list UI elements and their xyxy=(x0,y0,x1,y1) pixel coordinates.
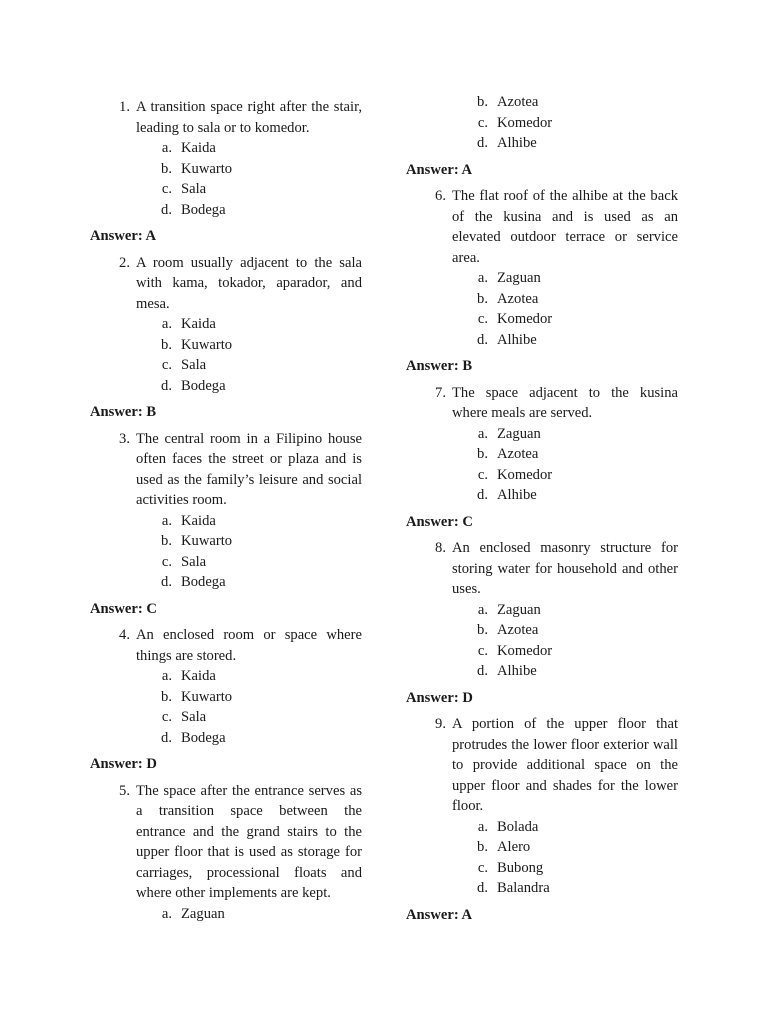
question-option xyxy=(90,707,362,728)
option-letter: c. xyxy=(161,553,172,570)
question-text: The central room in a Filipino house often faces the street or plaza and is used as the family’s leisure and social activities room. xyxy=(136,430,362,508)
question-5-option xyxy=(406,133,678,154)
question xyxy=(406,186,678,268)
option-text: Kuwarto xyxy=(181,160,233,177)
question-option xyxy=(90,531,362,552)
question-block xyxy=(90,97,362,247)
question-text: A portion of the upper floor that protrudes the lower floor exterior wall to provide additional space on the upper floor and shades for the lower floor. xyxy=(452,716,678,814)
option-letter: d. xyxy=(161,377,172,394)
option-letter: a. xyxy=(161,905,172,922)
option-letter: b. xyxy=(477,622,488,638)
question-option xyxy=(406,641,678,662)
option-letter: d. xyxy=(477,487,488,503)
question-number: 2. xyxy=(119,254,130,271)
question xyxy=(406,714,678,817)
question-option xyxy=(406,444,678,465)
option-text: Bodega xyxy=(181,729,226,746)
answer-label: Answer: A xyxy=(90,228,157,244)
question xyxy=(406,383,678,424)
option-text: Sala xyxy=(181,181,207,197)
option-letter: a. xyxy=(161,512,172,529)
question-block xyxy=(406,538,678,708)
option-letter: a. xyxy=(161,668,172,684)
option-letter: b. xyxy=(477,446,488,462)
question-block xyxy=(90,429,362,620)
question-text: The flat roof of the alhibe at the back of the kusina and is used as an elevated outdoor terrace or service area. xyxy=(452,188,678,266)
option-letter: c. xyxy=(477,311,488,327)
option-text: Komedor xyxy=(497,642,553,659)
option-text: Alhibe xyxy=(497,663,537,679)
question-option xyxy=(406,424,678,445)
question-text: A room usually adjacent to the sala with kama, tokador, aparador, and mesa. xyxy=(136,254,362,312)
question-number: 4. xyxy=(119,627,130,643)
option-text: Komedor xyxy=(497,466,553,483)
question-option xyxy=(90,179,362,200)
answer-label: Answer: C xyxy=(406,513,473,530)
option-text: Kuwarto xyxy=(181,336,233,353)
option-letter: a. xyxy=(161,316,172,332)
option-text: Alhibe xyxy=(497,331,537,348)
option-letter: b. xyxy=(161,688,172,705)
option-text: Kaida xyxy=(181,140,216,156)
option-text: Kaida xyxy=(181,668,216,684)
option-text: Kaida xyxy=(181,512,216,529)
option-text: Alhibe xyxy=(497,135,537,151)
question-block xyxy=(90,625,362,775)
option-letter: d. xyxy=(161,729,172,746)
option-text: Bodega xyxy=(181,377,226,394)
option-text: Azotea xyxy=(497,446,539,462)
question-option xyxy=(90,138,362,159)
option-letter: b. xyxy=(477,290,488,307)
question-option xyxy=(406,485,678,506)
option-text: Zaguan xyxy=(497,601,541,618)
question-option xyxy=(406,878,678,899)
option-text: Bodega xyxy=(181,201,226,218)
question-block xyxy=(406,714,678,925)
answer-label: Answer: D xyxy=(406,689,473,706)
option-text: Balandra xyxy=(497,880,550,896)
question-5-option xyxy=(406,92,678,113)
option-letter: b. xyxy=(477,839,488,855)
option-text: Sala xyxy=(181,709,207,725)
question-option xyxy=(90,314,362,335)
answer-label: Answer: D xyxy=(90,756,157,772)
option-text: Azotea xyxy=(497,94,539,110)
option-text: Zaguan xyxy=(497,270,541,286)
answer-label: Answer: C xyxy=(90,600,157,617)
question-option xyxy=(90,511,362,532)
option-text: Bodega xyxy=(181,574,226,590)
question-option xyxy=(90,572,362,593)
question-option xyxy=(90,552,362,573)
question-option xyxy=(90,355,362,376)
option-text: Zaguan xyxy=(497,425,541,442)
option-letter: a. xyxy=(477,270,488,286)
question-option xyxy=(406,309,678,330)
question-block xyxy=(90,781,362,925)
option-text: Alero xyxy=(497,839,531,855)
option-text: Bolada xyxy=(497,818,539,835)
option-letter: a. xyxy=(477,601,488,618)
question xyxy=(90,781,362,904)
question-number: 5. xyxy=(119,782,130,799)
answer-label: Answer: A xyxy=(406,906,473,923)
option-letter: d. xyxy=(161,201,172,218)
answer-label: Answer: B xyxy=(406,358,473,374)
question-5-option xyxy=(406,113,678,134)
question-option xyxy=(90,159,362,180)
question xyxy=(90,429,362,511)
option-text: Komedor xyxy=(497,311,553,327)
option-text: Kuwarto xyxy=(181,688,233,705)
question-option xyxy=(90,904,362,925)
answer-label: Answer: A xyxy=(406,161,473,178)
question-option xyxy=(406,268,678,289)
option-letter: d. xyxy=(477,880,488,896)
question-text: An enclosed masonry structure for storing water for household and other uses. xyxy=(452,540,678,597)
question-option xyxy=(90,687,362,708)
option-letter: d. xyxy=(477,331,488,348)
question-option xyxy=(406,817,678,838)
option-letter: a. xyxy=(477,425,488,442)
option-letter: c. xyxy=(477,466,488,483)
option-letter: d. xyxy=(477,135,488,151)
option-text: Alhibe xyxy=(497,487,537,503)
option-letter: b. xyxy=(161,160,172,177)
option-letter: b. xyxy=(161,336,172,353)
option-text: Kaida xyxy=(181,316,216,332)
question-option xyxy=(406,837,678,858)
option-letter: c. xyxy=(477,114,488,131)
option-letter: d. xyxy=(477,663,488,679)
question-text: The space after the entrance serves as a transition space between the entrance and the grand stairs to the upper floor that is used as storage for carriages, processional floats and where other implements are kept. xyxy=(136,782,362,901)
question-text: The space adjacent to the kusina where meals are served. xyxy=(452,384,678,421)
option-letter: a. xyxy=(161,140,172,156)
question xyxy=(90,625,362,666)
question-option xyxy=(90,200,362,221)
question-block xyxy=(406,383,678,533)
question-option xyxy=(90,376,362,397)
question-number: 1. xyxy=(119,99,130,115)
question-option xyxy=(90,728,362,749)
option-text: Azotea xyxy=(497,290,539,307)
option-text: Azotea xyxy=(497,622,539,638)
question-option xyxy=(406,858,678,879)
question-option xyxy=(406,600,678,621)
question-number: 3. xyxy=(119,430,130,447)
option-letter: c. xyxy=(161,181,172,197)
question-text: A transition space right after the stair, leading to sala or to komedor. xyxy=(136,99,362,136)
question xyxy=(406,538,678,600)
option-text: Bubong xyxy=(497,859,544,876)
question-option xyxy=(406,465,678,486)
question xyxy=(90,253,362,315)
question-option xyxy=(406,620,678,641)
option-letter: a. xyxy=(477,818,488,835)
option-letter: d. xyxy=(161,574,172,590)
option-letter: c. xyxy=(161,709,172,725)
option-letter: b. xyxy=(477,94,488,110)
question xyxy=(90,97,362,138)
option-letter: c. xyxy=(477,642,488,659)
question-option xyxy=(406,330,678,351)
option-text: Zaguan xyxy=(181,905,225,922)
question-option xyxy=(406,661,678,682)
answer-label: Answer: B xyxy=(90,404,157,420)
question-number: 8. xyxy=(435,540,446,556)
question-option xyxy=(406,289,678,310)
option-text: Komedor xyxy=(497,114,553,131)
question-5-continued xyxy=(406,92,678,180)
option-letter: c. xyxy=(477,859,488,876)
question-option xyxy=(90,335,362,356)
option-text: Sala xyxy=(181,357,207,373)
question-block xyxy=(90,253,362,423)
question-number: 6. xyxy=(435,188,446,204)
question-number: 7. xyxy=(435,384,446,401)
question-text: An enclosed room or space where things are stored. xyxy=(136,627,362,664)
right-column xyxy=(406,92,678,931)
left-column xyxy=(90,97,362,924)
option-letter: c. xyxy=(161,357,172,373)
question-number: 9. xyxy=(435,716,446,732)
question-option xyxy=(90,666,362,687)
question-block xyxy=(406,186,678,377)
option-text: Sala xyxy=(181,553,207,570)
option-letter: b. xyxy=(161,533,172,549)
option-text: Kuwarto xyxy=(181,533,233,549)
